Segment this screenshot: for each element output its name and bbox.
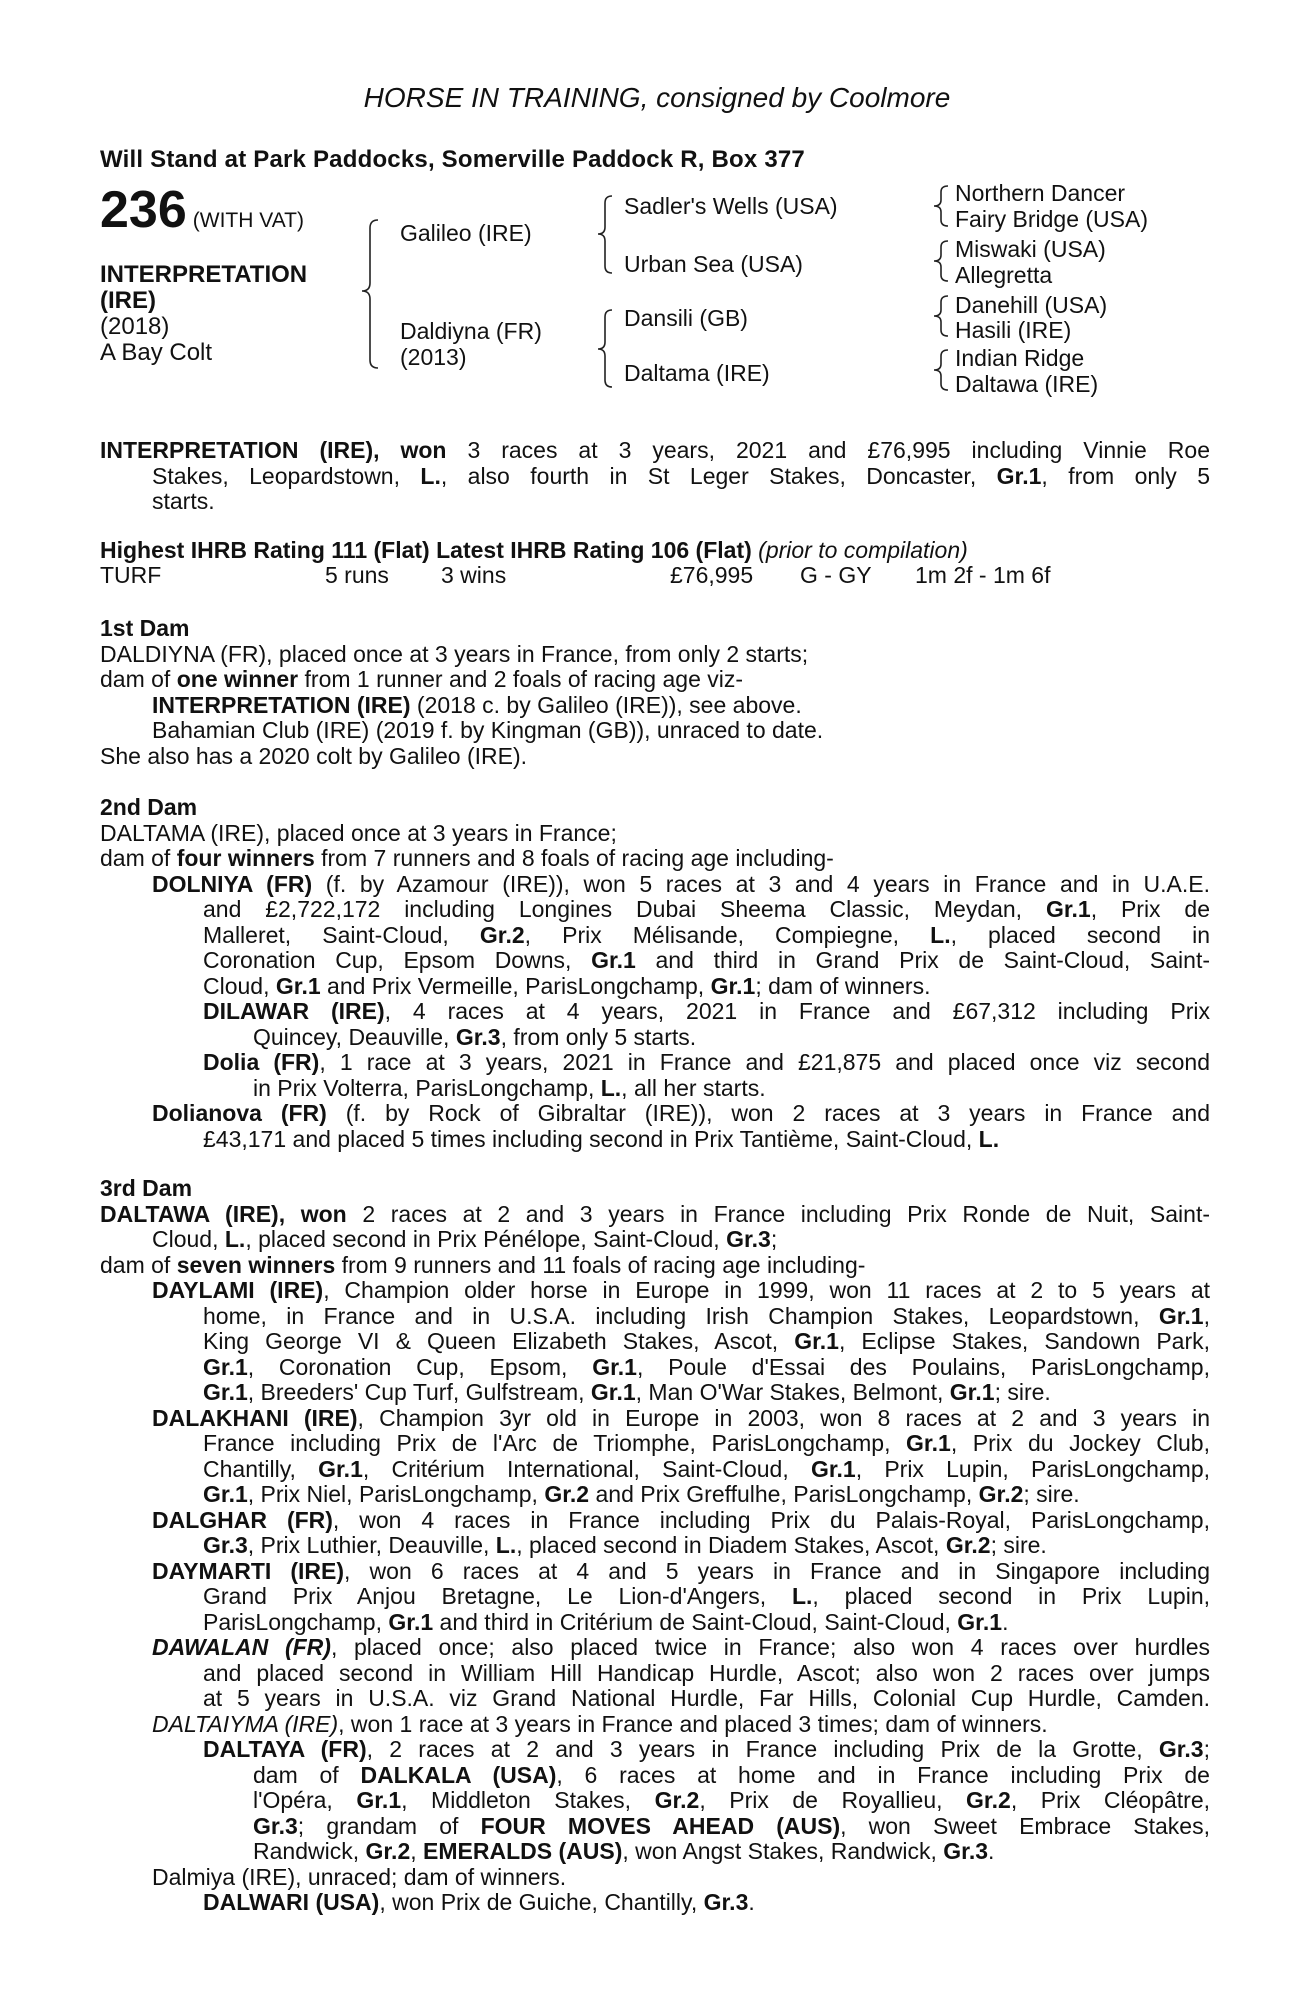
horse-name: INTERPRETATION	[100, 261, 308, 288]
pedigree-dsd: Hasili (IRE)	[955, 317, 1072, 343]
pedigree-dam: Daldiyna (FR)	[400, 318, 542, 344]
horse-suffix: (IRE)	[100, 287, 156, 314]
rating-heading: Highest IHRB Rating 111 (Flat) Latest IHRB Rating 106 (Flat) (prior to compilation)	[100, 537, 968, 563]
horse-description: A Bay Colt	[100, 339, 213, 366]
rating-surface: TURF	[100, 562, 162, 588]
rating-runs: 5 runs	[325, 562, 389, 588]
lot-number: 236	[100, 181, 187, 239]
pedigree-sss: Northern Dancer	[955, 180, 1126, 206]
rating-prize: £76,995	[670, 562, 754, 588]
pedigree-ddd: Daltawa (IRE)	[955, 371, 1099, 397]
pedigree-sdd: Allegretta	[955, 262, 1053, 288]
race-summary: INTERPRETATION (IRE), won 3 races at 3 years, 2021 and £76,995 including Vinnie Roe Stakes, Leopardstown, L., also fourth in St Leger Stakes, Doncaster, Gr.1, from only 5 starts.	[100, 437, 1210, 514]
third-dam-heading: 3rd Dam	[100, 1175, 193, 1201]
pedigree-sire: Galileo (IRE)	[400, 220, 532, 246]
first-dam-heading: 1st Dam	[100, 615, 190, 641]
pedigree-dds: Indian Ridge	[955, 345, 1085, 371]
rating-wins: 3 wins	[441, 562, 507, 588]
page-header: HORSE IN TRAINING, consigned by Coolmore	[363, 82, 951, 113]
pedigree-dss: Danehill (USA)	[955, 292, 1108, 318]
rating-distance: 1m 2f - 1m 6f	[915, 562, 1051, 588]
pedigree-sds: Miswaki (USA)	[955, 236, 1106, 262]
pedigree-sire-sire: Sadler's Wells (USA)	[624, 193, 838, 219]
rating-going: G - GY	[800, 562, 872, 588]
pedigree-dam-sire: Dansili (GB)	[624, 305, 748, 331]
pedigree-dam-dam: Daltama (IRE)	[624, 360, 770, 386]
pedigree-dam-year: (2013)	[400, 344, 467, 370]
first-dam-section: 1st Dam DALDIYNA (FR), placed once at 3 years in France, from only 2 starts; dam of one winner from 1 runner and 2 foals of racing age viz- INTERPRETATION (IRE) (2018 c. by Galileo (IRE)), see above. Bahamian Club (IRE) (2019 f. by Kingman (GB)), unraced to date. She also has a 2020 colt by Galileo (IRE).	[100, 616, 1210, 769]
second-dam-section: 2nd Dam DALTAMA (IRE), placed once at 3 years in France; dam of four winners from 7 runners and 8 foals of racing age including- DOLNIYA (FR) (f. by Azamour (IRE)), won 5 races at 3 and 4 years in France and in U.A.E. and £2,722,172 including Longines Dubai Sheema Classic, Meydan, Gr.1, Prix de Malleret, Saint-Cloud, Gr.2, Prix Mélisande, Compiegne, L., placed second in Coronation Cup, Epsom Downs, Gr.1 and third in Grand Prix de Saint-Cloud, Saint- Cloud, Gr.1 and Prix Vermeille, ParisLongchamp, Gr.1; dam of winners. DILAWAR (IRE), 4 races at 4 years, 2021 in France and £67,312 including Prix Quincey, Deauville, Gr.3, from only 5 starts. Dolia (FR), 1 race at 3 years, 2021 in France and £21,875 and placed once viz second in Prix Volterra, ParisLongchamp, L., all her starts. Dolianova (FR) (f. by Rock of Gibraltar (IRE)), won 2 races at 3 years in France and £43,171 and placed 5 times including second in Prix Tantième, Saint-Cloud, L.	[100, 794, 1211, 1152]
second-dam-heading: 2nd Dam	[100, 794, 198, 820]
pedigree-ssd: Fairy Bridge (USA)	[955, 206, 1148, 232]
third-dam-section: 3rd Dam DALTAWA (IRE), won 2 races at 2 and 3 years in France including Prix Ronde de Nuit, Saint- Cloud, L., placed second in Prix Pénélope, Saint-Cloud, Gr.3; dam of seven winners from 9 runners and 11 foals of racing age including- DAYLAMI (IRE), Champion older horse in Europe in 1999, won 11 races at 2 to 5 years at home, in France and in U.S.A. including Irish Champion Stakes, Leopardstown, Gr.1, King George VI & Queen Elizabeth Stakes, Ascot, Gr.1, Eclipse Stakes, Sandown Park, Gr.1, Coronation Cup, Epsom, Gr.1, Poule d'Essai des Poulains, ParisLongchamp, Gr.1, Breeders' Cup Turf, Gulfstream, Gr.1, Man O'War Stakes, Belmont, Gr.1; sire. DALAKHANI (IRE), Champion 3yr old in Europe in 2003, won 8 races at 2 and 3 years in France including Prix de l'Arc de Triomphe, ParisLongchamp, Gr.1, Prix du Jockey Club, Chantilly, Gr.1, Critérium International, Saint-Cloud, Gr.1, Prix Lupin, ParisLongchamp, Gr.1, Prix Niel, ParisLongchamp, Gr.2 and Prix Greffulhe, ParisLongchamp, Gr.2; sire. DALGHAR (FR), won 4 races in France including Prix du Palais-Royal, ParisLongchamp, Gr.3, Prix Luthier, Deauville, L., placed second in Diadem Stakes, Ascot, Gr.2; sire. DAYMARTI (IRE), won 6 races at 4 and 5 years in France and in Singapore including Grand Prix Anjou Bretagne, Le Lion-d'Angers, L., placed second in Prix Lupin, ParisLongchamp, Gr.1 and third in Critérium de Saint-Cloud, Saint-Cloud, Gr.1. DAWALAN (FR), placed once; also placed twice in France; also won 4 races over hurdles and placed second in William Hill Handicap Hurdle, Ascot; also won 2 races over jumps at 5 years in U.S.A. viz Grand National Hurdle, Far Hills, Colonial Cup Hurdle, Camden. DALTAIYMA (IRE), won 1 race at 3 years in France and placed 3 times; dam of winners. DALTAYA (FR), 2 races at 2 and 3 years in France including Prix de la Grotte, Gr.3; dam of DALKALA (USA), 6 races at home and in France including Prix de l'Opéra, Gr.1, Middleton Stakes, Gr.2, Prix de Royallieu, Gr.2, Prix Cléopâtre, Gr.3; grandam of FOUR MOVES AHEAD (AUS), won Sweet Embrace Stakes, Randwick, Gr.2, EMERALDS (AUS), won Angst Stakes, Randwick, Gr.3. Dalmiya (IRE), unraced; dam of winners. DALWARI (USA), won Prix de Guiche, Chantilly, Gr.3.	[100, 1175, 1211, 1915]
vat-note: (WITH VAT)	[192, 209, 304, 232]
pedigree-sire-dam: Urban Sea (USA)	[624, 251, 803, 277]
horse-year: (2018)	[100, 313, 170, 340]
stand-location: Will Stand at Park Paddocks, Somerville Paddock R, Box 377	[100, 146, 805, 173]
